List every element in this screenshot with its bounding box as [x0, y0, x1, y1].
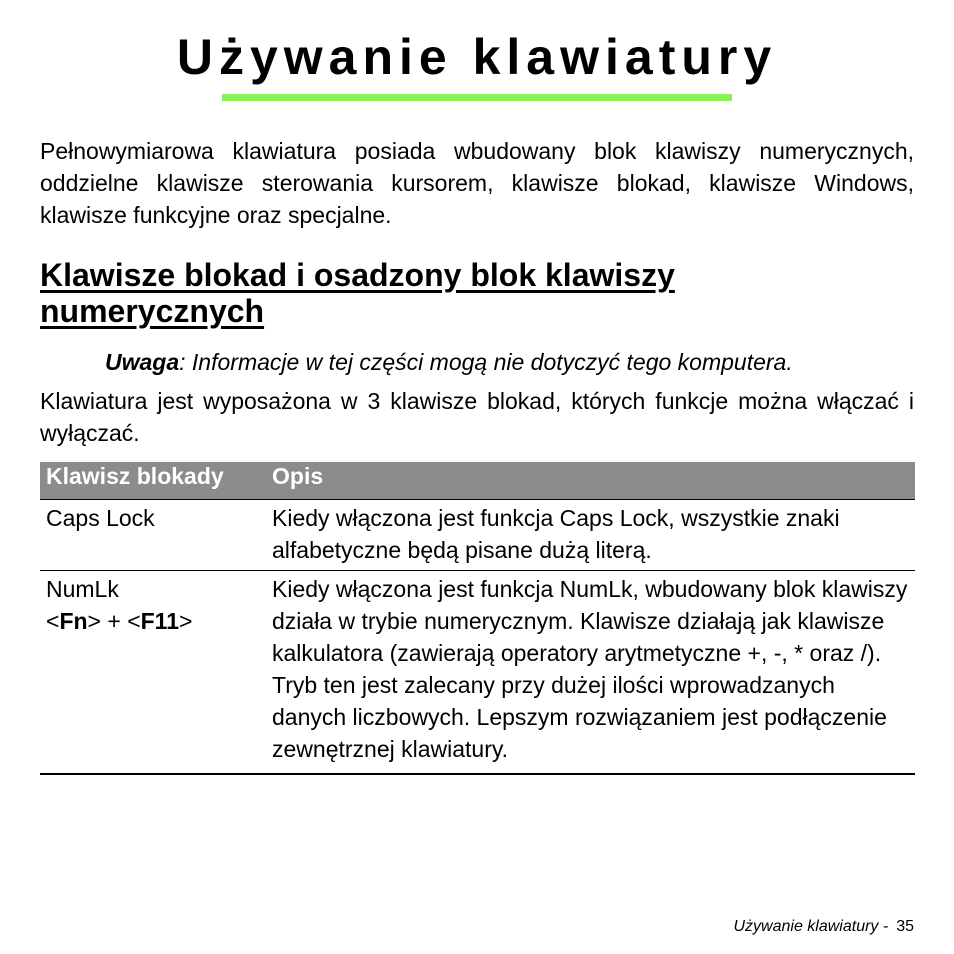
- section-heading: Klawisze blokad i osadzony blok klawiszy numerycznych: [40, 257, 675, 329]
- note: [105, 346, 793, 378]
- lock-keys-table: [40, 462, 915, 775]
- table-header-row: [40, 462, 915, 500]
- footer-label: Używanie klawiatury -: [733, 918, 889, 935]
- key-name: NumLk: [46, 576, 119, 602]
- note-label: Uwaga: [105, 349, 180, 375]
- table-cell-key: [40, 571, 266, 775]
- title-underline-bar: [222, 94, 732, 101]
- shortcut-bracket: <: [46, 608, 60, 634]
- page-footer: [733, 917, 914, 937]
- shortcut-key-f11: F11: [140, 608, 179, 634]
- note-text: : Informacje w tej części mogą nie dotyczyć tego komputera.: [179, 349, 793, 375]
- page-number: 35: [896, 918, 914, 935]
- table-cell-description: Kiedy włączona jest funkcja NumLk, wbudowany blok klawiszy działa w trybie numerycznym. Klawisze działają jak klawisze kalkulatora (zawierają operatory arytmetyczne +, -, * oraz /). Tryb ten jest zalecany przy dużej ilości wprowadzanych danych liczbowych. Lepszym rozwiązaniem jest podłączenie zewnętrznej klawiatury.: [266, 571, 915, 775]
- table-header-key: Klawisz blokady: [40, 462, 266, 500]
- shortcut-plus: > + <: [87, 608, 141, 634]
- key-shortcut: [46, 605, 260, 637]
- section-body: Klawiatura jest wyposażona w 3 klawisze blokad, których funkcje można włączać i wyłączać.: [40, 388, 914, 446]
- table-cell-key: Caps Lock: [40, 500, 266, 571]
- table-row: [40, 500, 915, 571]
- table-row: [40, 571, 915, 775]
- shortcut-key-fn: Fn: [59, 608, 88, 634]
- table-cell-description: Kiedy włączona jest funkcja Caps Lock, wszystkie znaki alfabetyczne będą pisane dużą literą.: [266, 500, 915, 571]
- intro-paragraph: Pełnowymiarowa klawiatura posiada wbudowany blok klawiszy numerycznych, oddzielne klawisze sterowania kursorem, klawisze blokad, klawisze Windows, klawisze funkcyjne oraz specjalne.: [40, 138, 914, 228]
- shortcut-bracket: >: [179, 608, 193, 634]
- page-title: Używanie klawiatury: [176, 29, 778, 85]
- table-header-description: Opis: [266, 462, 915, 500]
